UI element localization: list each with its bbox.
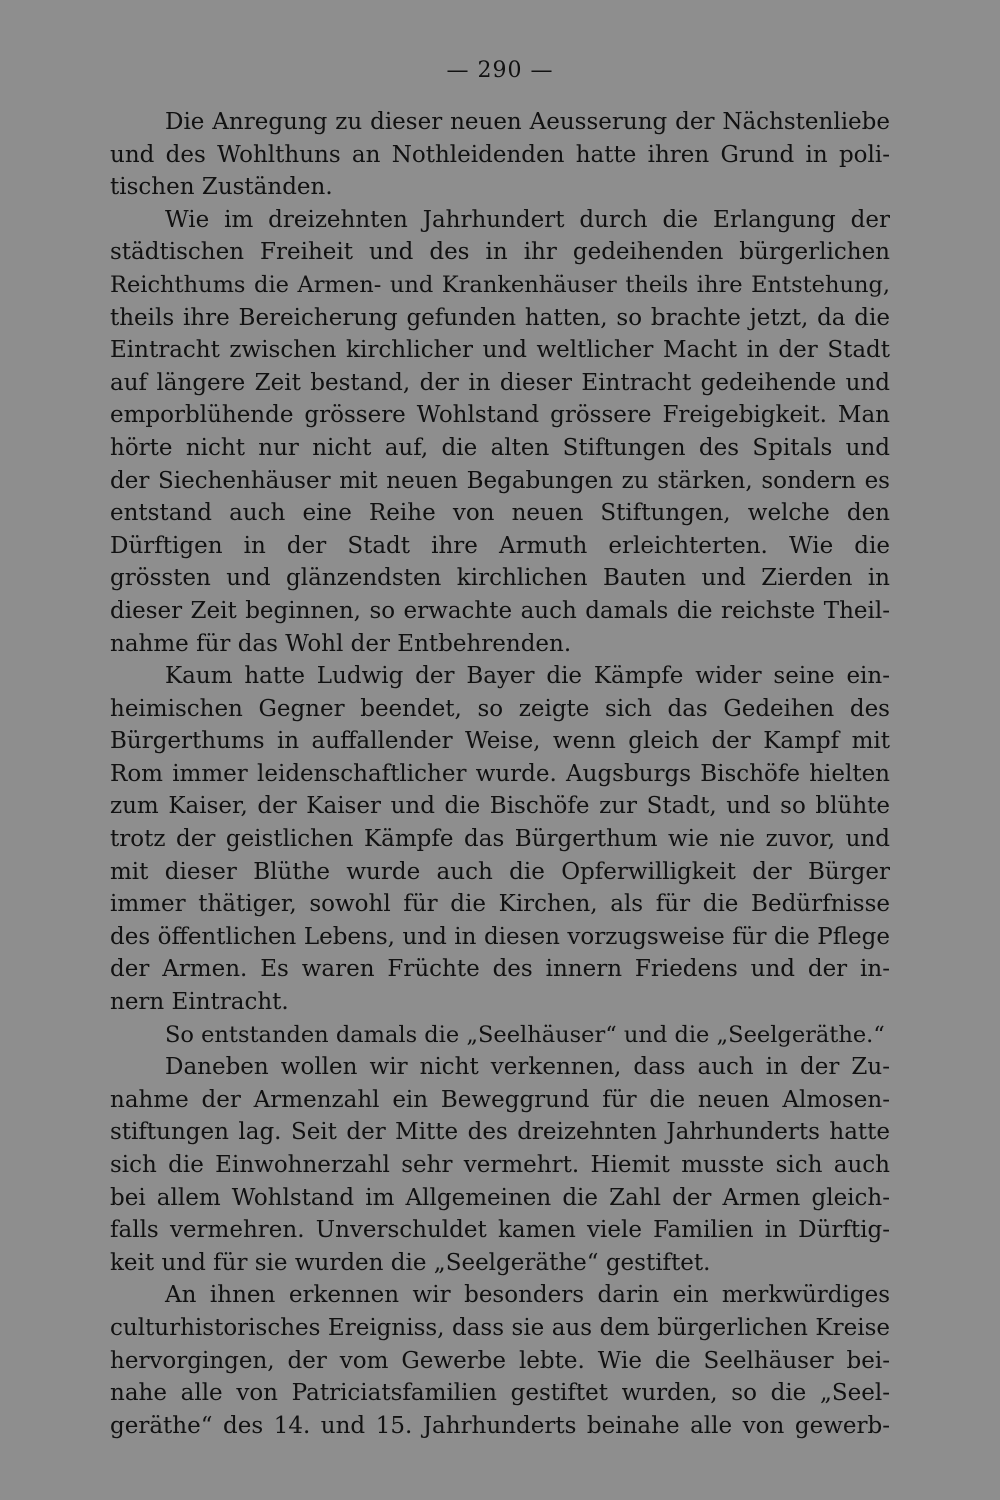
- text-line: bei allem Wohlstand im Allgemeinen die Zahl der Armen gleich-: [110, 1184, 890, 1211]
- text-line: Bürgerthums in auffallender Weise, wenn gleich der Kampf mit: [110, 728, 890, 755]
- text-line: Daneben wollen wir nicht verkennen, dass auch in der Zu-: [165, 1054, 890, 1081]
- text-line: Die Anregung zu dieser neuen Aeusserung der Nächstenliebe: [165, 109, 890, 135]
- text-line: hörte nicht nur nicht auf, die alten Stiftungen des Spitals und: [110, 434, 890, 461]
- text-line: An ihnen erkennen wir besonders darin ein merkwürdiges: [165, 1282, 890, 1309]
- text-line: culturhistorisches Ereigniss, dass sie aus dem bürgerlichen Kreise: [110, 1314, 890, 1341]
- text-line: sich die Einwohnerzahl sehr vermehrt. Hiemit musste sich auch: [110, 1152, 890, 1178]
- text-line: nern Eintracht.: [110, 989, 289, 1016]
- text-line: trotz der geistlichen Kämpfe das Bürgerthum wie nie zuvor, und: [110, 826, 890, 853]
- page-number: — 290 —: [446, 58, 554, 83]
- text-line: stiftungen lag. Seit der Mitte des dreizehnten Jahrhunderts hatte: [110, 1119, 890, 1146]
- text-line: hervorgingen, der vom Gewerbe lebte. Wie die Seelhäuser bei-: [110, 1347, 890, 1374]
- text-line: nahme für das Wohl der Entbehrenden.: [110, 630, 572, 657]
- text-line: Rom immer leidenschaftlicher wurde. Augsburgs Bischöfe hielten: [110, 760, 890, 787]
- text-line: städtischen Freiheit und des in ihr gedeihenden bürgerlichen: [110, 239, 890, 266]
- text-line: mit dieser Blüthe wurde auch die Opferwilligkeit der Bürger: [110, 858, 890, 885]
- text-line: tischen Zuständen.: [110, 174, 333, 201]
- text-line: grössten und glänzendsten kirchlichen Bauten und Zierden in: [110, 565, 890, 592]
- text-line: nahe alle von Patriciatsfamilien gestiftet wurden, so die „Seel-: [110, 1380, 890, 1407]
- text-line: nahme der Armenzahl ein Beweggrund für die neuen Almosen-: [110, 1086, 890, 1113]
- text-line: falls vermehren. Unverschuldet kamen viele Familien in Dürftig-: [110, 1217, 890, 1244]
- text-line: keit und für sie wurden die „Seelgeräthe“ gestiftet.: [110, 1249, 711, 1276]
- text-line: Reichthums die Armen- und Krankenhäuser theils ihre Entstehung,: [110, 271, 890, 298]
- text-line: auf längere Zeit bestand, der in dieser Eintracht gedeihende und: [110, 369, 890, 396]
- text-line: immer thätiger, sowohl für die Kirchen, als für die Bedürfnisse: [110, 891, 890, 918]
- text-line: geräthe“ des 14. und 15. Jahrhunderts beinahe alle von gewerb-: [110, 1412, 890, 1439]
- text-line: der Siechenhäuser mit neuen Begabungen zu stärken, sondern es: [110, 467, 890, 494]
- text-line: So entstanden damals die „Seelhäuser“ und die „Seelgeräthe.“: [165, 1021, 885, 1048]
- text-line: Wie im dreizehnten Jahrhundert durch die Erlangung der: [165, 206, 890, 233]
- text-line: und des Wohlthuns an Nothleidenden hatte ihren Grund in poli-: [110, 141, 890, 168]
- text-line: Dürftigen in der Stadt ihre Armuth erleichterten. Wie die: [110, 532, 890, 559]
- text-line: dieser Zeit beginnen, so erwachte auch damals die reichste Theil-: [110, 597, 890, 624]
- text-line: entstand auch eine Reihe von neuen Stiftungen, welche den: [110, 500, 890, 527]
- text-line: der Armen. Es waren Früchte des innern Friedens und der in-: [110, 956, 890, 983]
- text-line: emporblühende grössere Wohlstand grössere Freigebigkeit. Man: [110, 402, 890, 429]
- text-line: theils ihre Bereicherung gefunden hatten, so brachte jetzt, da die: [110, 304, 890, 331]
- text-line: zum Kaiser, der Kaiser und die Bischöfe zur Stadt, und so blühte: [110, 793, 890, 820]
- text-line: des öffentlichen Lebens, und in diesen vorzugsweise für die Pflege: [110, 923, 890, 950]
- text-line: Eintracht zwischen kirchlicher und weltlicher Macht in der Stadt: [110, 337, 890, 364]
- body-text: [110, 106, 890, 1442]
- text-line: heimischen Gegner beendet, so zeigte sich das Gedeihen des: [110, 695, 890, 722]
- text-line: Kaum hatte Ludwig der Bayer die Kämpfe wider seine ein-: [165, 663, 890, 690]
